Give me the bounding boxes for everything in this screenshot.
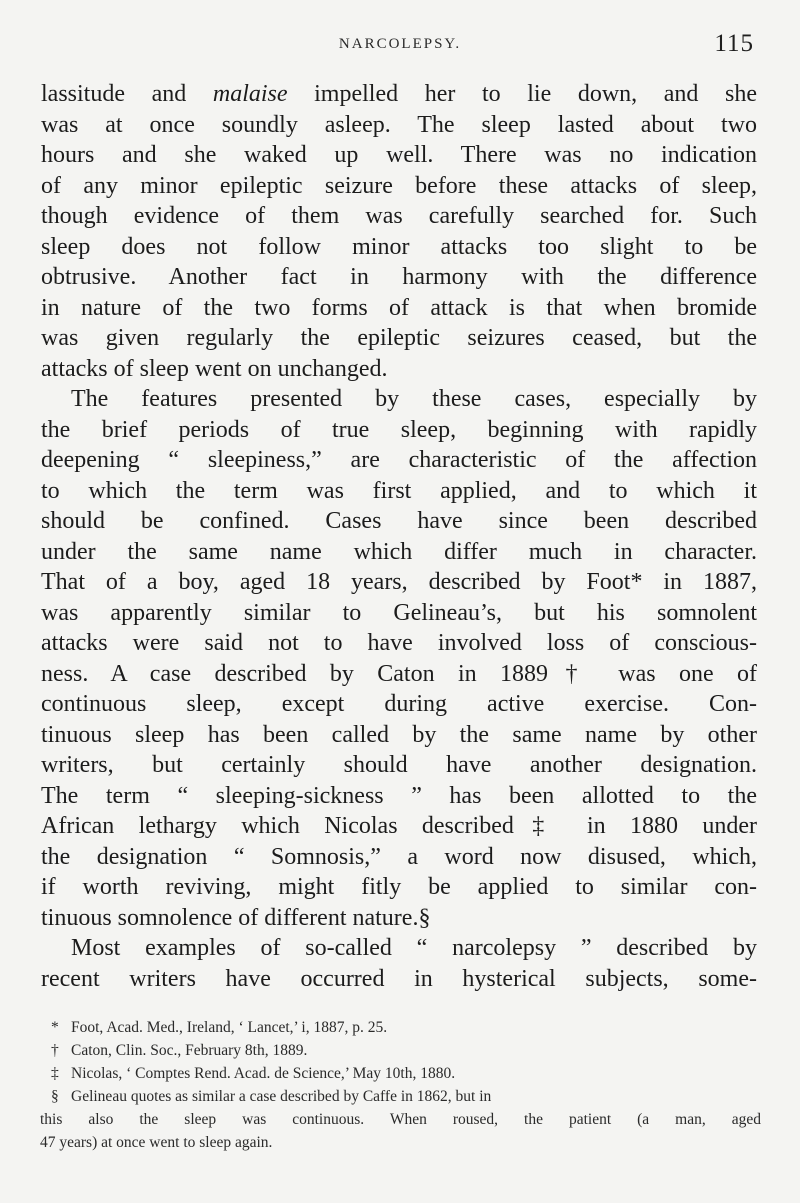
text-line: deepening “ sleepiness,” are characteristic of the affection	[41, 447, 757, 473]
footnote-mark: *	[51, 1019, 59, 1036]
text-line: under the same name which differ much in character.	[41, 538, 757, 565]
text-line: That of a boy, aged 18 years, described by Foot* in 1887,	[41, 569, 757, 595]
italic-word: malaise	[212, 81, 288, 107]
text-line: ness. A case described by Caton in 1889† was one of	[41, 660, 757, 687]
text-line: in nature of the two forms of attack is that when bromide	[41, 294, 757, 321]
footnote-continuation-line: 47 years) at once went to sleep again.	[40, 1134, 273, 1151]
text-line: the designation “ Somnosis,” a word now disused, which,	[41, 843, 757, 870]
page-number: 115	[714, 30, 754, 57]
footnote-text: Foot, Acad. Med., Ireland, ‘ Lancet,’ i, 1887, p. 25.	[71, 1019, 388, 1036]
body-text	[41, 79, 757, 994]
text-line: the brief periods of true sleep, beginning with rapidly	[41, 416, 757, 443]
footnote-continuation-line: this also the sleep was continuous. When roused, the patient (a man, aged	[40, 1111, 761, 1128]
text-line: sleep does not follow minor attacks too slight to be	[41, 233, 757, 260]
text-line: African lethargy which Nicolas described‡ in 1880 under	[41, 813, 757, 839]
text-line: tinuous sleep has been called by the same name by other	[41, 721, 757, 748]
text-line: lassitude and malaise impelled her to lie down, and she	[41, 81, 758, 107]
footnotes	[40, 1016, 761, 1154]
text-line: obtrusive. Another fact in harmony with the difference	[41, 264, 757, 290]
text-line: tinuous somnolence of different nature.§	[41, 904, 431, 931]
footnote-mark: ‡	[51, 1065, 59, 1082]
footnote-text: Nicolas, ‘ Comptes Rend. Acad. de Science,’ May 10th, 1880.	[71, 1065, 456, 1082]
footnote-text: Caton, Clin. Soc., February 8th, 1889.	[71, 1042, 308, 1059]
text-line: though evidence of them was carefully searched for. Such	[41, 203, 757, 229]
footnote-mark: †	[51, 1042, 59, 1059]
text-line: recent writers have occurred in hysterical subjects, some-	[41, 965, 757, 992]
text-line: to which the term was first applied, and to which it	[41, 477, 757, 504]
text-line: hours and she waked up well. There was no indication	[41, 142, 757, 168]
text-line: attacks were said not to have involved loss of conscious-	[41, 630, 757, 656]
running-title: NARCOLEPSY.	[338, 36, 462, 52]
footnote	[47, 1085, 761, 1108]
footnote	[47, 1016, 761, 1039]
text-line: attacks of sleep went on unchanged.	[41, 355, 388, 382]
text-line: writers, but certainly should have another designation.	[41, 752, 757, 778]
paragraph-start-line: Most examples of so-called “ narcolepsy ” described by	[71, 935, 757, 961]
text-line: was at once soundly asleep. The sleep lasted about two	[41, 111, 757, 138]
text-line: was apparently similar to Gelineau’s, but his somnolent	[41, 599, 757, 626]
footnote	[47, 1062, 761, 1085]
text-line: The term “ sleeping-sickness ” has been allotted to the	[41, 782, 757, 809]
text-line: continuous sleep, except during active exercise. Con-	[41, 691, 757, 717]
running-head	[0, 30, 800, 62]
paragraph-start-line: The features presented by these cases, especially by	[71, 386, 757, 412]
footnote	[47, 1039, 761, 1062]
text-line: if worth reviving, might fitly be applied to similar con-	[41, 874, 757, 900]
footnote-mark: §	[51, 1088, 59, 1105]
text-line: of any minor epileptic seizure before these attacks of sleep,	[41, 172, 757, 199]
text-line: should be confined. Cases have since been described	[41, 508, 757, 534]
footnote-text: Gelineau quotes as similar a case described by Caffe in 1862, but in	[71, 1088, 492, 1105]
text-line: was given regularly the epileptic seizures ceased, but the	[41, 325, 757, 351]
